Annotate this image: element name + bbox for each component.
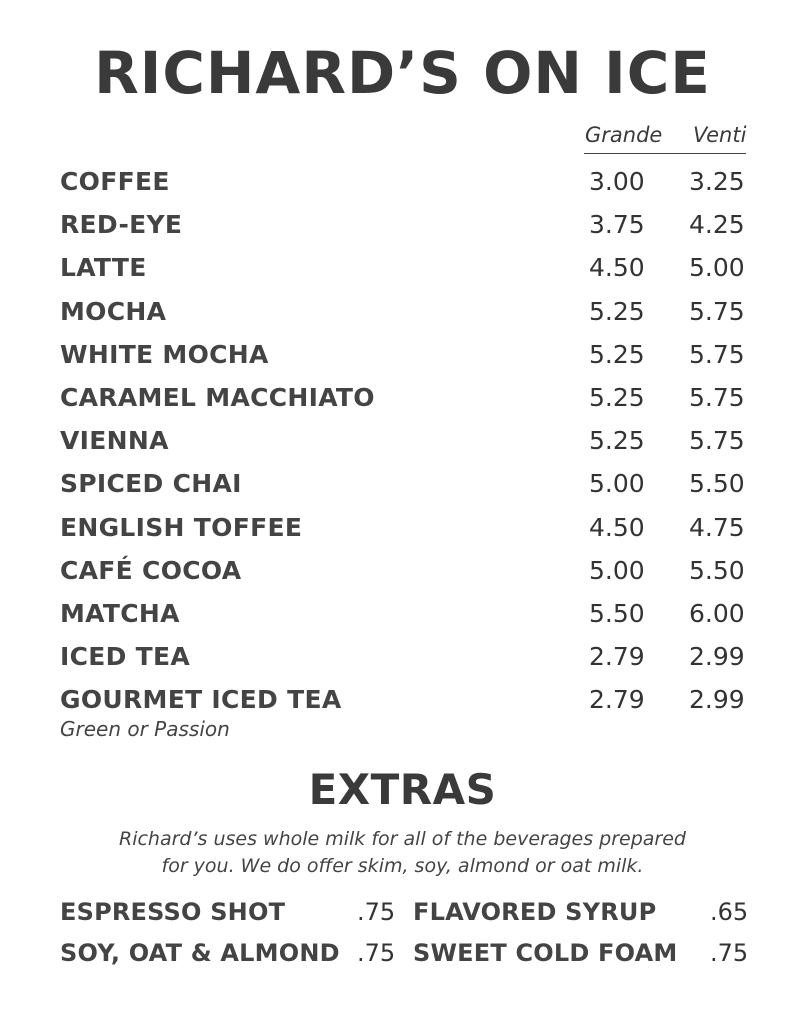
menu-row — [60, 419, 750, 462]
extra-item — [60, 897, 395, 927]
drink-name: ENGLISH TOFFEE — [60, 512, 303, 542]
menu-row — [60, 333, 750, 376]
menu-row — [60, 592, 750, 635]
price-venti: 5.75 — [689, 296, 745, 326]
price-grande: 2.79 — [589, 685, 645, 715]
drink-name: LATTE — [60, 253, 147, 283]
price-grande: 5.50 — [589, 598, 645, 628]
price-grande: 5.25 — [589, 426, 645, 456]
price-venti: 2.99 — [689, 642, 745, 672]
menu-row — [60, 462, 750, 505]
drink-name: COFFEE — [60, 167, 170, 196]
drink-name: SPICED CHAI — [60, 469, 242, 499]
price-venti: 2.99 — [689, 685, 745, 715]
drink-name: CAFÉ COCOA — [60, 555, 242, 585]
drink-name: MOCHA — [60, 296, 167, 326]
menu-row — [60, 203, 750, 246]
extra-name: FLAVORED SYRUP — [413, 898, 657, 926]
price-grande: 4.50 — [589, 253, 645, 283]
price-grande: 5.25 — [589, 339, 645, 369]
extra-name: SOY, OAT & ALMOND — [60, 939, 340, 967]
drink-name: ICED TEA — [60, 642, 191, 672]
drink-name: GOURMET ICED TEA — [60, 685, 342, 715]
price-venti: 4.25 — [689, 210, 745, 240]
milk-note — [100, 826, 705, 880]
size-header-divider — [584, 153, 746, 154]
size-header-venti: Venti — [693, 123, 747, 147]
price-grande: 4.50 — [589, 512, 645, 542]
price-grande: 3.00 — [589, 167, 645, 196]
price-venti: 5.75 — [689, 382, 745, 412]
menu-row — [60, 246, 750, 289]
menu-row — [60, 635, 750, 678]
price-venti: 6.00 — [689, 598, 745, 628]
price-grande: 5.25 — [589, 382, 645, 412]
menu-row — [60, 506, 750, 549]
extra-name: ESPRESSO SHOT — [60, 898, 286, 926]
price-venti: 5.50 — [689, 555, 745, 585]
drink-menu-list — [60, 160, 750, 721]
extra-item — [413, 897, 748, 927]
price-grande: 5.25 — [589, 296, 645, 326]
price-venti: 5.50 — [689, 469, 745, 499]
menu-row — [60, 678, 750, 721]
price-grande: 3.75 — [589, 210, 645, 240]
drink-name: MATCHA — [60, 598, 180, 628]
extra-price: .75 — [357, 898, 396, 926]
drink-name: WHITE MOCHA — [60, 339, 269, 369]
price-grande: 5.00 — [589, 555, 645, 585]
price-venti: 4.75 — [689, 512, 745, 542]
extras-title: EXTRAS — [308, 765, 497, 814]
price-grande: 2.79 — [589, 642, 645, 672]
menu-title: RICHARD’S ON ICE — [94, 39, 711, 107]
extra-item — [413, 938, 748, 968]
gourmet-tea-flavors: Green or Passion — [60, 717, 230, 741]
extra-name: SWEET COLD FOAM — [413, 939, 678, 967]
menu-row — [60, 376, 750, 419]
menu-row — [60, 160, 750, 203]
drink-name: VIENNA — [60, 426, 169, 456]
menu-row — [60, 549, 750, 592]
extra-price: .75 — [357, 939, 396, 967]
price-venti: 5.75 — [689, 426, 745, 456]
milk-note-line-1: Richard’s uses whole milk for all of the beverages prepared — [119, 828, 686, 850]
price-venti: 5.00 — [689, 253, 745, 283]
extra-price: .65 — [710, 898, 749, 926]
milk-note-line-2: for you. We do offer skim, soy, almond or oat milk. — [161, 855, 644, 877]
size-header-grande: Grande — [585, 123, 663, 147]
extra-price: .75 — [710, 939, 749, 967]
drink-name: RED-EYE — [60, 210, 183, 240]
menu-row — [60, 290, 750, 333]
extra-item — [60, 938, 395, 968]
price-venti: 5.75 — [689, 339, 745, 369]
price-grande: 5.00 — [589, 469, 645, 499]
drink-name: CARAMEL MACCHIATO — [60, 382, 375, 412]
price-venti: 3.25 — [689, 167, 745, 196]
